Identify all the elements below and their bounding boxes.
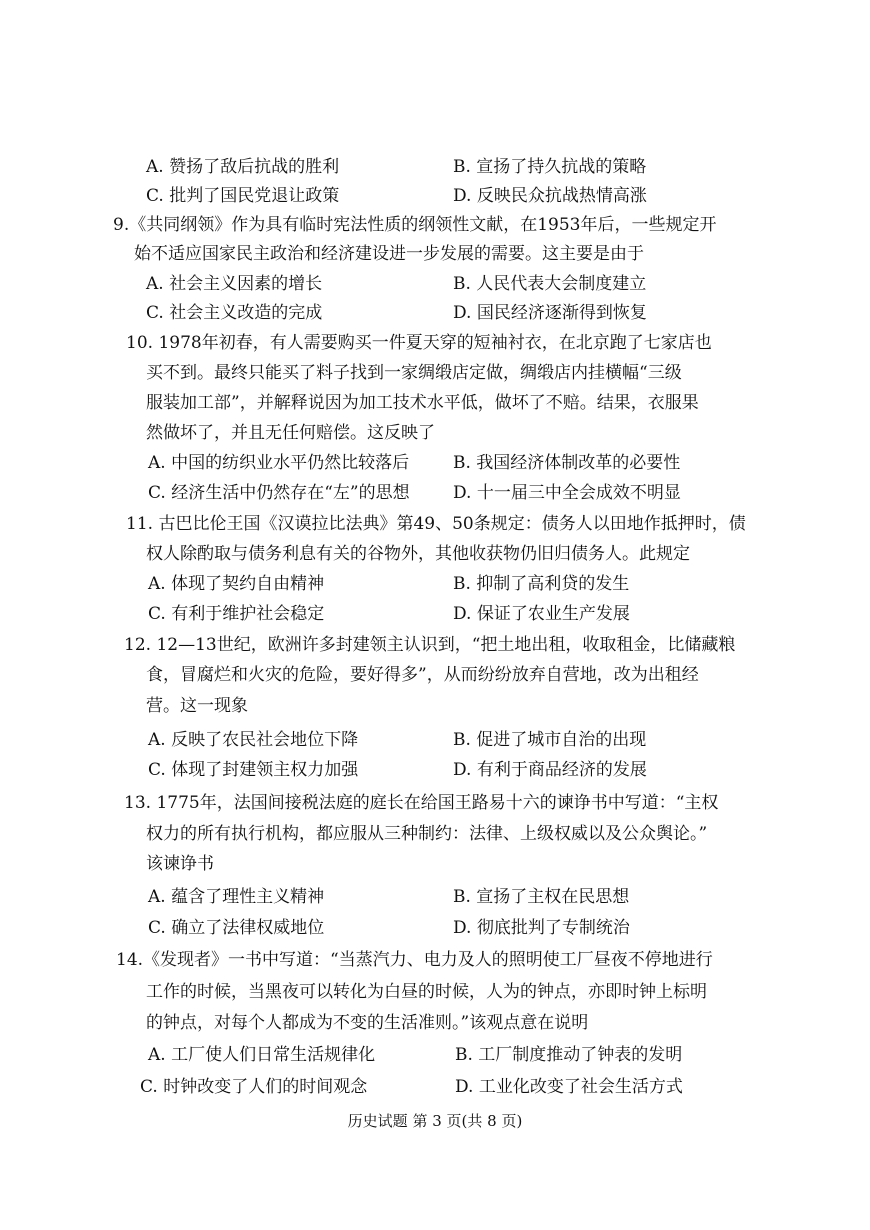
q10-stem-line-4: 然做坏了，并且无任何赔偿。这反映了: [146, 423, 435, 443]
q8-option-a: A. 赞扬了敌后抗战的胜利: [146, 157, 340, 177]
q12-option-c: C. 体现了封建领主权力加强: [148, 760, 359, 780]
q9-option-b: B. 人民代表大会制度建立: [453, 274, 647, 294]
q12-stem-line-3: 营。这一现象: [146, 696, 248, 716]
q13-option-d: D. 彻底批判了专制统治: [453, 918, 630, 938]
q11-option-c: C. 有利于维护社会稳定: [148, 604, 325, 624]
q11-option-d: D. 保证了农业生产发展: [453, 604, 630, 624]
q12-option-d: D. 有利于商品经济的发展: [453, 760, 647, 780]
q14-option-c: C. 时钟改变了人们的时间观念: [140, 1077, 368, 1097]
q13-stem-line-2: 权力的所有执行机构，都应服从三种制约：法律、上级权威以及公众舆论。”: [146, 824, 708, 844]
page-footer: 历史试题 第 3 页(共 8 页): [347, 1112, 523, 1130]
q12-option-b: B. 促进了城市自治的出现: [453, 730, 647, 750]
q10-option-b: B. 我国经济体制改革的必要性: [453, 453, 681, 473]
q9-stem-line-2: 始不适应国家民主政治和经济建设进一步发展的需要。这主要是由于: [134, 244, 644, 264]
q8-option-b: B. 宣扬了持久抗战的策略: [453, 157, 647, 177]
q11-option-b: B. 抑制了高利贷的发生: [453, 574, 630, 594]
q13-option-a: A. 蕴含了理性主义精神: [148, 887, 325, 907]
q11-stem-line-1: 11. 古巴比伦王国《汉谟拉比法典》第49、50条规定：债务人以田地作抵押时，债: [126, 514, 746, 534]
q12-stem-line-1: 12. 12—13世纪，欧洲许多封建领主认识到，“把土地出租，收取租金，比储藏粮: [124, 635, 736, 655]
q9-option-d: D. 国民经济逐渐得到恢复: [453, 303, 647, 323]
q8-option-d: D. 反映民众抗战热情高涨: [453, 186, 647, 206]
q10-option-a: A. 中国的纺织业水平仍然比较落后: [148, 453, 410, 473]
q11-stem-line-2: 权人除酌取与债务利息有关的谷物外，其他收获物仍旧归债务人。此规定: [146, 544, 690, 564]
q14-option-d: D. 工业化改变了社会生活方式: [455, 1077, 683, 1097]
q13-option-c: C. 确立了法律权威地位: [148, 918, 325, 938]
q12-stem-line-2: 食，冒腐烂和火灾的危险，要好得多”，从而纷纷放弃自营地，改为出租经: [146, 665, 699, 685]
q10-option-c: C. 经济生活中仍然存在“左”的思想: [148, 483, 410, 503]
q10-stem-line-3: 服装加工部”，并解释说因为加工技术水平低，做坏了不赔。结果，衣服果: [146, 393, 699, 413]
q14-option-a: A. 工厂使人们日常生活规律化: [148, 1045, 376, 1065]
q13-stem-line-1: 13. 1775年，法国间接税法庭的庭长在给国王路易十六的谏诤书中写道：“主权: [124, 793, 719, 813]
q14-stem-line-2: 工作的时候，当黑夜可以转化为白昼的时候，人为的钟点，亦即时钟上标明: [146, 982, 707, 1002]
q8-option-c: C. 批判了国民党退让政策: [146, 186, 340, 206]
q10-stem-line-1: 10. 1978年初春，有人需要购买一件夏天穿的短袖衬衣，在北京跑了七家店也: [126, 333, 712, 353]
q14-option-b: B. 工厂制度推动了钟表的发明: [455, 1045, 683, 1065]
q13-option-b: B. 宣扬了主权在民思想: [453, 887, 630, 907]
q10-option-d: D. 十一届三中全会成效不明显: [453, 483, 681, 503]
q9-stem-line-1: 9.《共同纲领》作为具有临时宪法性质的纲领性文献，在1953年后，一些规定开: [113, 215, 717, 235]
q9-option-c: C. 社会主义改造的完成: [146, 303, 323, 323]
q14-stem-line-3: 的钟点，对每个人都成为不变的生活准则。”该观点意在说明: [146, 1013, 589, 1033]
q10-stem-line-2: 买不到。最终只能买了料子找到一家绸缎店定做，绸缎店内挂横幅“三级: [146, 363, 682, 383]
q11-option-a: A. 体现了契约自由精神: [148, 574, 325, 594]
q13-stem-line-3: 该谏诤书: [146, 854, 214, 874]
q14-stem-line-1: 14.《发现者》一书中写道：“当蒸汽力、电力及人的照明使工厂昼夜不停地进行: [116, 950, 713, 970]
q12-option-a: A. 反映了农民社会地位下降: [148, 730, 359, 750]
q9-option-a: A. 社会主义因素的增长: [146, 274, 323, 294]
